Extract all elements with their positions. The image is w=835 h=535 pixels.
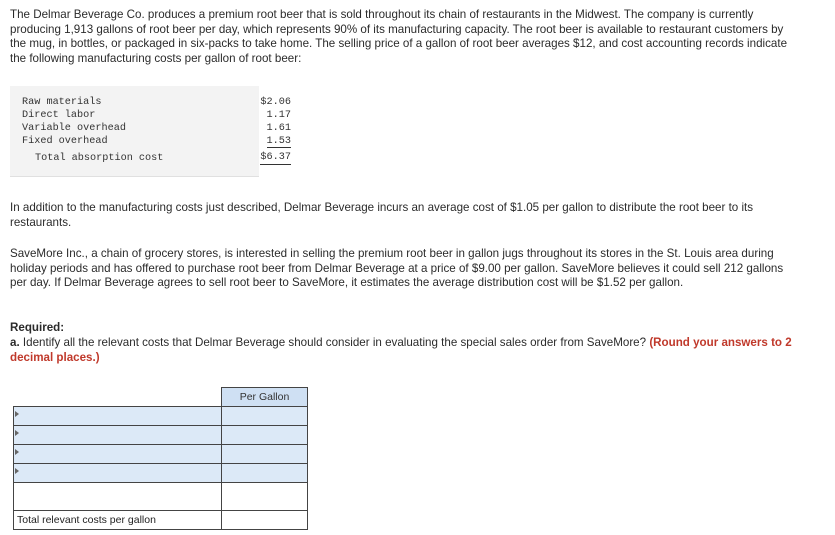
amount-input[interactable]: [222, 426, 308, 445]
manufacturing-cost-table: [22, 96, 291, 165]
cost-row: [22, 96, 291, 109]
cost-item-dropdown[interactable]: [14, 426, 222, 445]
cost-label: Raw materials: [22, 97, 102, 108]
answer-header-row: [14, 388, 308, 407]
distribution-paragraph: In addition to the manufacturing costs just described, Delmar Beverage incurs an average cost of $1.05 per gallon to distribute the root beer to its restaurants.: [10, 201, 754, 229]
cost-value: 1.17: [266, 110, 291, 121]
total-row: [14, 511, 308, 530]
cost-label: Direct labor: [22, 110, 96, 121]
question-a: [10, 336, 800, 365]
rounding-note: (Round your answers to 2 decimal places.): [10, 336, 792, 364]
dropdown-arrow-icon: [15, 430, 19, 436]
answer-row[interactable]: [14, 445, 308, 464]
intro-paragraph: The Delmar Beverage Co. produces a premium root beer that is sold throughout its chain of restaurants in the Midwest. The company is currently producing 1,913 gallons of root beer per day, which represents 90% of its manufacturing capacity. The root beer is available to restaurant customers by the mug, in bottles, or packaged in six-packs to take home. The selling price of a gallon of root beer averages $12, and cost accounting records indicate the following manufacturing costs per gallon of root beer:: [10, 8, 788, 65]
cost-label: Fixed overhead: [22, 136, 108, 147]
spacer-row: [14, 483, 308, 511]
amount-input[interactable]: [222, 464, 308, 483]
dropdown-arrow-icon: [15, 411, 19, 417]
cost-row: [22, 109, 291, 122]
answer-row[interactable]: [14, 426, 308, 445]
answer-row[interactable]: [14, 407, 308, 426]
answer-table: [13, 387, 308, 530]
answer-row[interactable]: [14, 464, 308, 483]
question-text: Identify all the relevant costs that Delmar Beverage should consider in evaluating the special sales order from SaveMore?: [22, 336, 647, 349]
cost-value: $2.06: [260, 97, 291, 108]
cost-total-label: Total absorption cost: [35, 152, 164, 164]
total-input[interactable]: [222, 511, 308, 530]
cost-value: 1.53: [266, 136, 291, 147]
cost-value: 1.61: [266, 123, 291, 134]
cost-label: Variable overhead: [22, 123, 126, 134]
cost-item-dropdown[interactable]: [14, 464, 222, 483]
question-letter: a.: [10, 336, 20, 349]
cost-item-dropdown[interactable]: [14, 407, 222, 426]
required-heading: Required:: [10, 321, 65, 334]
total-label: Total relevant costs per gallon: [14, 511, 222, 530]
cost-row: [22, 135, 291, 148]
per-gallon-header: Per Gallon: [222, 388, 308, 407]
cost-total-row: [22, 148, 291, 165]
dropdown-arrow-icon: [15, 468, 19, 474]
cost-row: [22, 122, 291, 135]
amount-input[interactable]: [222, 407, 308, 426]
cost-total-value: $6.37: [260, 152, 291, 163]
amount-input[interactable]: [222, 445, 308, 464]
savemore-paragraph: SaveMore Inc., a chain of grocery stores, is interested in selling the premium root beer in gallon jugs throughout its stores in the St. Louis area during holiday periods and has offered to purchase root beer from Delmar Beverage at a price of $9.00 per gallon. SaveMore believes it could sell 212 gallons per day. If Delmar Beverage agrees to sell root beer to SaveMore, it estimates the average distribution cost will be $1.52 per gallon.: [10, 247, 784, 289]
cost-item-dropdown[interactable]: [14, 445, 222, 464]
dropdown-arrow-icon: [15, 449, 19, 455]
